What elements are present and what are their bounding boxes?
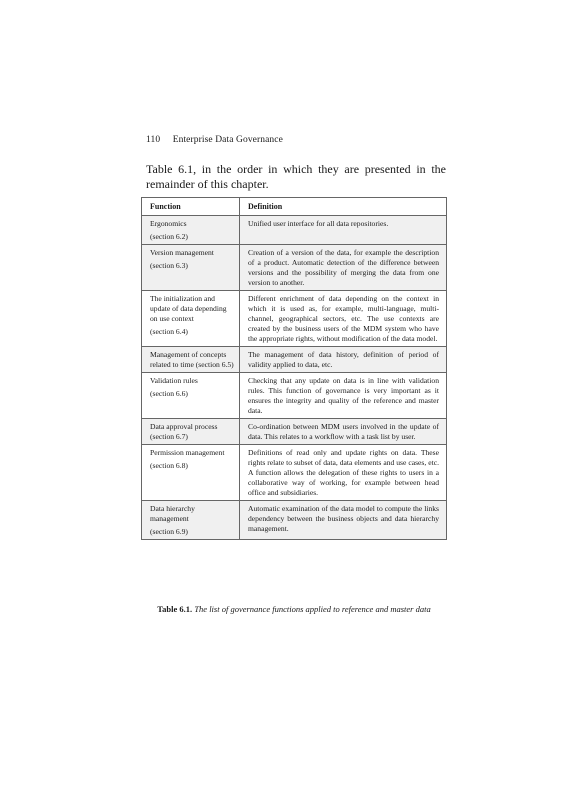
definition-cell: Different enrichment of data depending on the context in which it is used as, for example, multi-language, multi-channel, geographical sectors, etc. The use contexts are created by the business users of the MDM system who have the appropriate rights, without modification of the data model. [240, 291, 447, 347]
table-row [142, 501, 447, 540]
function-section: (section 6.2) [150, 232, 188, 241]
running-header [146, 135, 283, 145]
table-row [142, 216, 447, 245]
table-row [142, 347, 447, 373]
definition-cell: Co-ordination between MDM users involved in the update of data. This relates to a workflow with a task list by user. [240, 419, 447, 445]
function-cell [142, 216, 240, 245]
definition-cell: Creation of a version of the data, for example the description of a product. Automatic detection of the difference between versions and the possibility of merging the data from one version to another. [240, 245, 447, 291]
function-cell [142, 501, 240, 540]
caption-text: The list of governance functions applied to reference and master data [194, 604, 431, 614]
function-section: (section 6.9) [150, 527, 188, 536]
function-section: (section 6.8) [150, 461, 188, 470]
function-name: Management of concepts related to time (section 6.5) [150, 350, 234, 369]
function-name: Ergonomics [150, 219, 187, 228]
caption-label: Table 6.1. [157, 604, 193, 614]
function-name: Validation rules [150, 376, 198, 385]
function-section: (section 6.6) [150, 389, 188, 398]
column-header-function: Function [142, 198, 240, 216]
book-title: Enterprise Data Governance [172, 135, 283, 145]
definition-cell: The management of data history, definition of period of validity applied to data, etc. [240, 347, 447, 373]
function-cell [142, 245, 240, 291]
definition-cell: Unified user interface for all data repositories. [240, 216, 447, 245]
table-row [142, 245, 447, 291]
function-cell [142, 419, 240, 445]
function-cell [142, 445, 240, 501]
table-row [142, 445, 447, 501]
column-header-definition: Definition [240, 198, 447, 216]
governance-functions-table [141, 197, 447, 540]
function-name: Version management [150, 248, 214, 257]
function-name: The initialization and update of data depending on use context [150, 294, 227, 323]
table-row [142, 291, 447, 347]
function-name: Data approval process (section 6.7) [150, 422, 218, 441]
intro-paragraph: Table 6.1, in the order in which they are presented in the remainder of this chapter. [146, 162, 446, 191]
function-name: Data hierarchy management [150, 504, 195, 523]
function-cell [142, 347, 240, 373]
table-header-row [142, 198, 447, 216]
definition-cell: Checking that any update on data is in line with validation rules. This function of governance is very important as it ensures the integrity and quality of the reference and master data. [240, 373, 447, 419]
page-number: 110 [146, 135, 161, 145]
function-cell [142, 373, 240, 419]
table-caption [141, 604, 447, 614]
function-cell [142, 291, 240, 347]
function-section: (section 6.4) [150, 327, 188, 336]
table-row [142, 419, 447, 445]
function-name: Permission management [150, 448, 225, 457]
table-row [142, 373, 447, 419]
function-section: (section 6.3) [150, 261, 188, 270]
definition-cell: Definitions of read only and update rights on data. These rights relate to subset of data, data elements and use cases, etc. A function allows the delegation of these rights to users in a collaborative way of working, for example between head office and subsidiaries. [240, 445, 447, 501]
definition-cell: Automatic examination of the data model to compute the links dependency between the business objects and data hierarchy management. [240, 501, 447, 540]
